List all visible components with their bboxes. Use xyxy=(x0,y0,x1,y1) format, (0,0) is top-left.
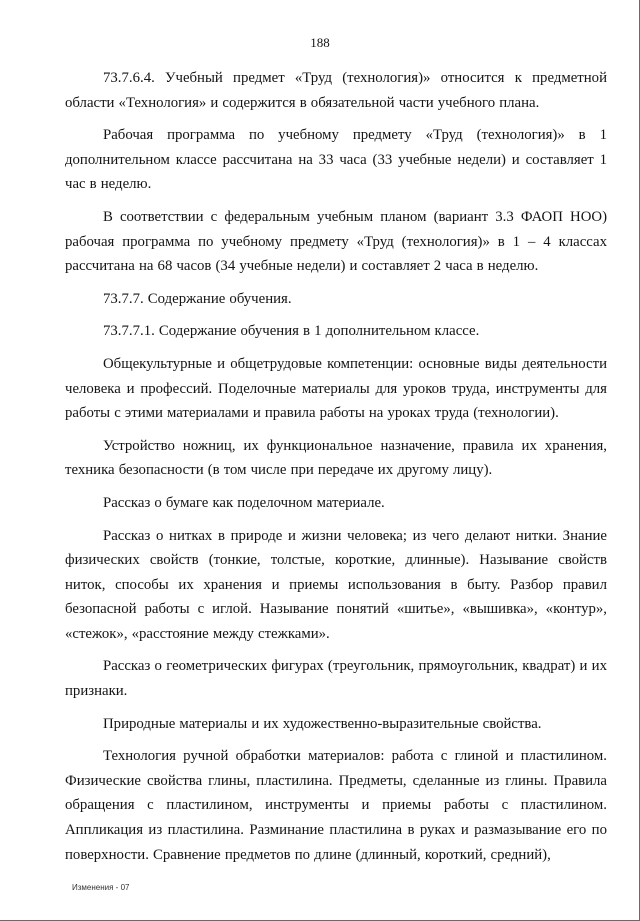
subsection-heading-content-class: 73.7.7.1. Содержание обучения в 1 дополнительном классе. xyxy=(103,323,480,340)
footer-revision-note: Изменения - 07 xyxy=(72,883,130,892)
section-heading-content: 73.7.7. Содержание обучения. xyxy=(103,290,292,307)
paragraph-competencies: Общекультурные и общетрудовые компетенции: основные виды деятельности человека и профессий. Поделочные материалы для уроков труда, инструменты для работы с этими материалами и правила работы на уроках труда (технологии). xyxy=(65,355,607,422)
paragraph-geometric-shapes: Рассказ о геометрических фигурах (треугольник, прямоугольник, квадрат) и их признаки. xyxy=(65,658,607,700)
paragraph-clay-plasticine: Технология ручной обработки материалов: работа с глиной и пластилином. Физические свойства глины, пластилина. Предметы, сделанные из глины. Правила обращения с пластилином, инструменты и приемы работы с пластилином. Аппликация из пластилина. Разминание пластилина в руках и размазывание его по поверхности. Сравнение предметов по длине (длинный, короткий, средний), xyxy=(65,748,607,863)
paragraph-subject-area: 73.7.6.4. Учебный предмет «Труд (технология)» относится к предметной области «Технология» и содержится в обязательной части учебного плана. xyxy=(65,70,607,111)
page-number: 188 xyxy=(310,35,330,50)
body-text xyxy=(65,66,607,875)
paragraph-natural-materials: Природные материалы и их художественно-выразительные свойства. xyxy=(103,715,542,732)
paragraph-hours-additional-class: Рабочая программа по учебному предмету «Труд (технология)» в 1 дополнительном классе рассчитана на 33 часа (33 учебные недели) и составляет 1 час в неделю. xyxy=(65,127,607,193)
paragraph-scissors: Устройство ножниц, их функциональное назначение, правила их хранения, техника безопасности (в том числе при передаче их другому лицу). xyxy=(65,437,607,479)
paragraph-curriculum-hours: В соответствии с федеральным учебным планом (вариант 3.3 ФАОП НОО) рабочая программа по учебному предмету «Труд (технология)» в 1 – 4 классах рассчитана на 68 часов (34 учебные недели) и составляет 2 часа в неделю. xyxy=(65,208,607,275)
paragraph-paper: Рассказ о бумаге как поделочном материале. xyxy=(103,494,385,511)
paragraph-threads: Рассказ о нитках в природе и жизни человека; из чего делают нитки. Знание физических свойств (тонкие, толстые, короткие, длинные). Называние свойств ниток, способы их хранения и приемы использования в быту. Разбор правил безопасной работы с иглой. Называние понятий «шитье», «вышивка», «контур», «стежок», «расстояние между стежками». xyxy=(65,527,607,642)
